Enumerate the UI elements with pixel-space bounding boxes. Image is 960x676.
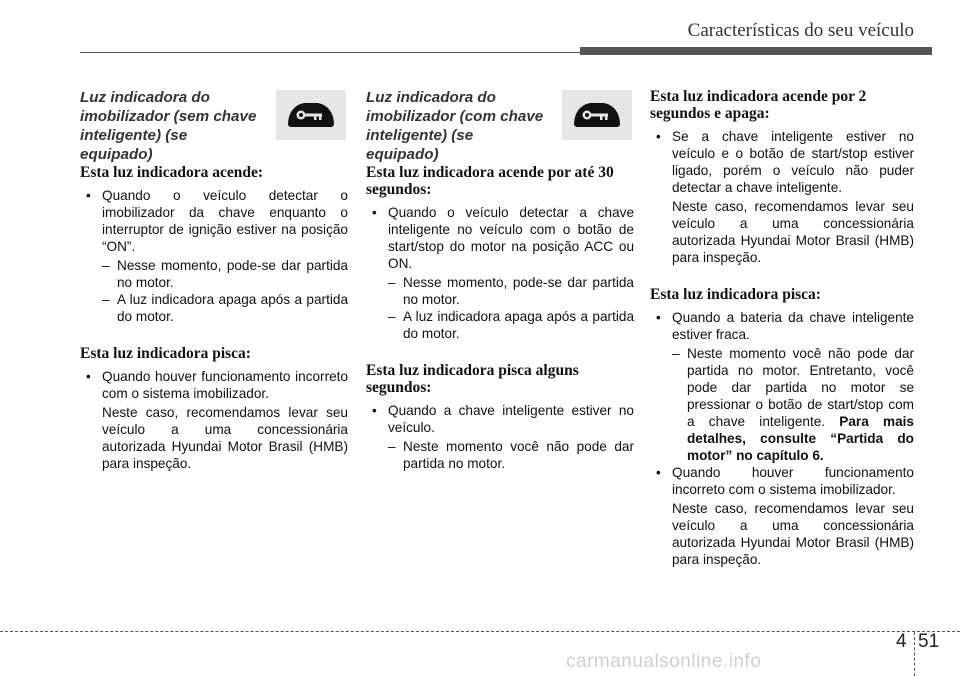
subheading: Esta luz indicadora acende por até 30 segundos: [366,164,614,198]
page-separator [914,632,915,676]
watermark: carmanualsonline.info [566,651,762,672]
column-2 [366,88,634,472]
footer-rule [0,631,960,632]
bullet-item: • Quando a chave inteligente estiver no veículo. [366,402,634,436]
dash-item: – A luz indicadora apaga após a partida do motor. [80,291,348,325]
dash-item: – Nesse momento, pode-se dar partida no motor. [80,257,348,291]
column-3 [650,88,914,568]
dash-text: Neste momento você não pode dar partida no motor. Entretanto, você pode dar partida no motor se pressionar o botão de start/stop com a chave inteligente. [687,346,914,429]
bullet-item: • Quando a bateria da chave inteligente estiver fraca. [650,309,914,343]
dash-item: – Nesse momento, pode-se dar partida no motor. [366,274,634,308]
subheading: Esta luz indicadora acende por 2 segundos e apaga: [650,88,867,122]
bullet-item: • Quando houver funcionamento incorreto com o sistema imobilizador. [80,368,348,402]
section-title: Luz indicadora do imobilizador (sem chave inteligente) (se equipado) [80,89,257,163]
header-rule [80,52,580,53]
paragraph: Neste caso, recomendamos levar seu veículo a uma concessionária autorizada Hyundai Motor Brasil (HMB) para inspeção. [672,199,914,265]
dash-item [650,345,914,464]
immobilizer-car-key-icon [276,90,346,140]
bullet-item: • Quando houver funcionamento incorreto com o sistema imobilizador. [650,464,914,498]
section-header [366,88,634,164]
bullet-item: • Quando o veículo detectar o imobilizador da chave enquanto o interruptor de ignição estiver na posição “ON”. [80,187,348,255]
bullet-item: • Quando o veículo detectar a chave inteligente no veículo com o botão de start/stop do motor na posição ACC ou ON. [366,204,634,272]
section-title: Luz indicadora do imobilizador (com chave inteligente) (se equipado) [366,89,544,163]
dash-item: – A luz indicadora apaga após a partida do motor. [366,308,634,342]
header-bar [580,47,932,55]
bullet-item: • Se a chave inteligente estiver no veículo e o botão de start/stop estiver ligado, porém o veículo não puder detectar a chave inteligente. [650,128,914,196]
paragraph: Neste caso, recomendamos levar seu veículo a uma concessionária autorizada Hyundai Motor Brasil (HMB) para inspeção. [672,501,914,567]
immobilizer-car-key-icon-svg [284,99,338,131]
paragraph: Neste caso, recomendamos levar seu veículo a uma concessionária autorizada Hyundai Motor Brasil (HMB) para inspeção. [102,405,348,471]
column-1 [80,88,348,472]
cross-reference: Para mais detalhes, consulte “Partida do motor” no capítulo 6. [687,414,914,463]
page-number: 51 [918,631,940,652]
running-header: Características do seu veículo [687,20,914,41]
immobilizer-car-key-icon-svg [570,99,624,131]
section-header [80,88,348,164]
subheading: Esta luz indicadora pisca: [650,286,821,303]
immobilizer-car-key-icon [562,90,632,140]
subheading: Esta luz indicadora pisca: [80,345,251,362]
chapter-number: 4 [896,631,907,652]
dash-item: – Neste momento você não pode dar partida no motor. [366,438,634,472]
subheading: Esta luz indicadora acende: [80,164,263,181]
subheading: Esta luz indicadora pisca alguns segundos: [366,362,579,396]
